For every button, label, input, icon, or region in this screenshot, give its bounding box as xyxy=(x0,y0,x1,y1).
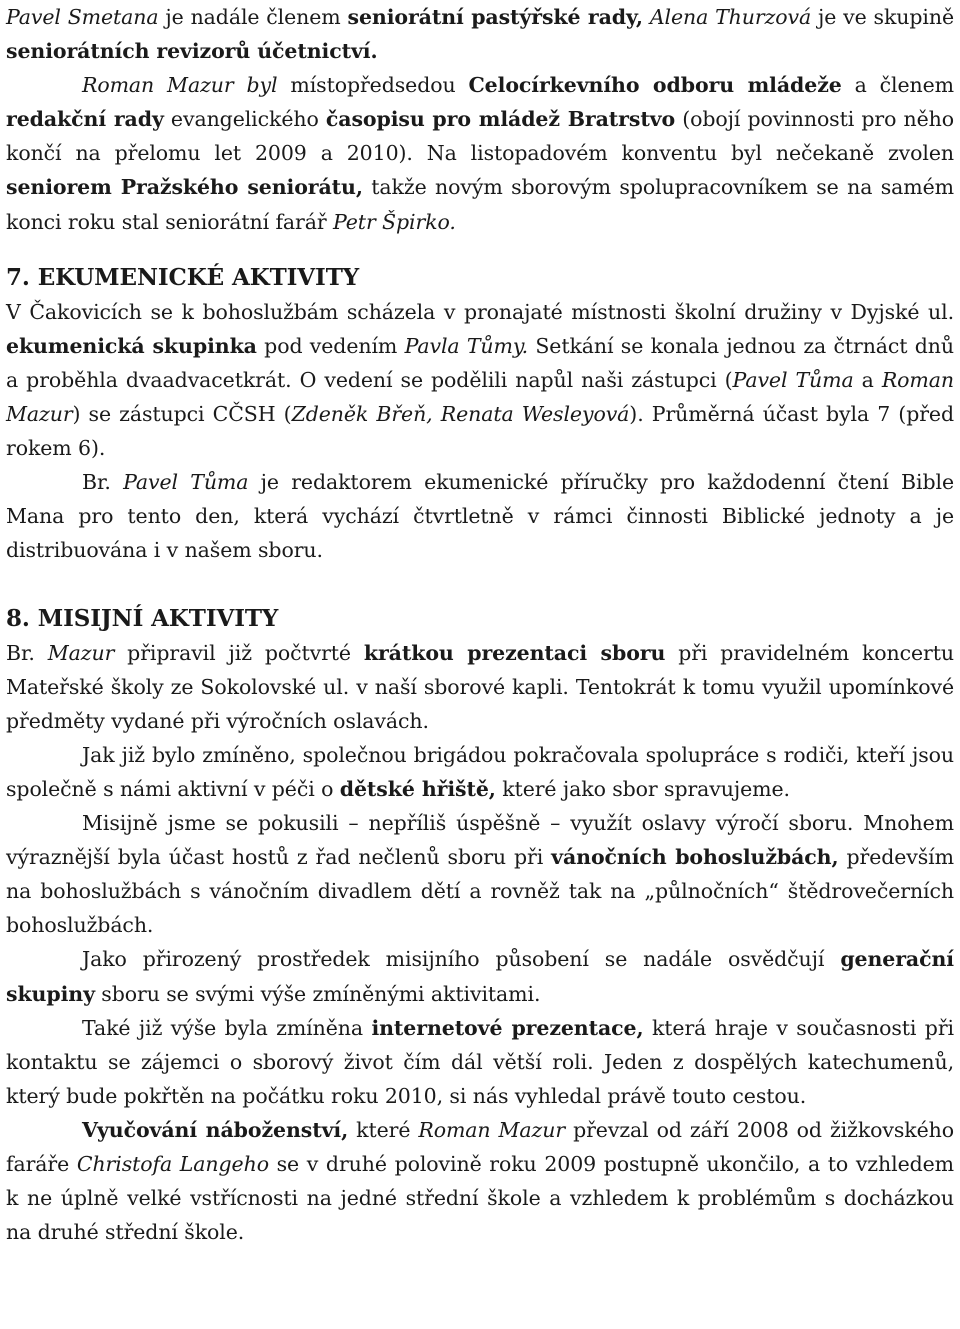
paragraph-christmas-services xyxy=(6,806,954,942)
text-run: Misijně jsme se pokusili – nepříliš úspěšně – využít oslavy výročí sboru. Mnohem výraznější byla účast hostů z řad nečlenů sboru při xyxy=(6,811,954,870)
italic-name: Alena Thurzová xyxy=(649,5,812,29)
bold-text: seniorátní pastýřské rady, xyxy=(347,5,643,29)
text-run: ). Průměrná účast byla 7 (před rokem 6). xyxy=(6,402,954,461)
bold-text: vánočních bohoslužbách, xyxy=(551,845,839,870)
text-run: je nadále členem xyxy=(158,5,348,29)
text-run: je ve skupině xyxy=(811,5,954,29)
paragraph-generation-groups xyxy=(6,942,954,1010)
paragraph-mana-handbook xyxy=(6,465,954,567)
paragraph-ecumenical-group xyxy=(6,295,954,465)
text-run: a xyxy=(853,367,882,392)
paragraph-playground xyxy=(6,738,954,806)
italic-name: Pavel Tůma xyxy=(123,470,249,495)
bold-text: internetové prezentace, xyxy=(371,1015,644,1040)
bold-text: krátkou prezentaci sboru xyxy=(363,640,666,665)
text-run xyxy=(643,5,650,29)
text-run: při pravidelném koncertu Mateřské školy ze Sokolovské ul. v naší sborové kapli. Tentokrát k tomu využil upomínkové předměty vydané při výročních oslavách. xyxy=(6,640,954,733)
section-heading-ecumenical: 7. EKUMENICKÉ AKTIVITY xyxy=(6,263,360,291)
text-run: (obojí povinnosti pro něho končí na přelomu let 2009 a 2010). Na listopadovém konventu byl nečekaně zvolen xyxy=(6,107,954,166)
text-run: Jak již bylo zmíněno, společnou brigádou pokračovala spolupráce s rodiči, kteří jsou společně s námi aktivní v péči o xyxy=(6,742,954,801)
italic-name: Roman Mazur xyxy=(418,1117,566,1142)
bold-text: Vyučování náboženství, xyxy=(82,1117,349,1142)
paragraph-presentation xyxy=(6,636,954,738)
text-run: místopředsedou xyxy=(277,73,469,98)
italic-name: Pavla Tůmy. xyxy=(404,333,529,358)
text-run: V Čakovicích se k bohoslužbám scházela v pronajaté místnosti školní družiny v Dyjské ul. xyxy=(6,299,954,324)
italic-name: Roman Mazur xyxy=(6,367,954,427)
text-run: připravil již počtvrté xyxy=(114,640,364,665)
bold-text: ekumenická skupinka xyxy=(6,333,257,358)
bold-text: dětské hřiště, xyxy=(339,776,496,801)
bold-text: časopisu pro mládež Bratrstvo xyxy=(325,107,676,132)
italic-name: Pavel Tůma xyxy=(732,367,854,392)
text-run: je redaktorem ekumenické příručky pro každodenní čtení Bible Mana pro tento den, která vychází čtvrtletně v rámci činnosti Biblické jednoty a je distribuována i v našem sboru. xyxy=(6,470,954,563)
text-run: Br. xyxy=(6,640,48,665)
bold-text: generační skupiny xyxy=(6,947,954,1006)
text-run: které jako sbor spravujeme. xyxy=(495,776,790,801)
text-run: které xyxy=(348,1117,419,1142)
text-run: Setkání se konala jednou za čtrnáct dnů a proběhla dvaadvacetkrát. O vedení se podělili napůl naši zástupci ( xyxy=(6,333,954,392)
italic-name: Zdeněk Břeň, Renata Wesleyová xyxy=(291,402,630,427)
bold-text: seniorátních revizorů účetnictví. xyxy=(6,39,378,64)
italic-name: Mazur xyxy=(47,640,115,665)
text-run: pod vedením xyxy=(256,333,405,358)
bold-text: seniorem Pražského seniorátu, xyxy=(6,175,363,200)
italic-name: Pavel Smetana xyxy=(6,5,159,29)
text-run: Jako přirozený prostředek misijního působení se nadále osvědčují xyxy=(82,947,841,972)
text-run: sboru se svými výše zmíněnými aktivitami. xyxy=(94,981,541,1006)
text-run: se v druhé polovině roku 2009 postupně ukončilo, a to vzhledem k ne úplně velké vstřícnosti na jedné střední škole a vzhledem k problémům s docházkou na druhé střední škole. xyxy=(6,1152,954,1245)
text-run: ) se zástupci CČSH ( xyxy=(72,402,292,427)
text-run: Také již výše byla zmíněna xyxy=(82,1015,372,1040)
paragraph-church-roles xyxy=(6,0,954,68)
text-run: především na bohoslužbách s vánočním divadlem dětí a rovněž tak na „půlnočních“ štědrovečerních bohoslužbách. xyxy=(6,845,954,938)
section-heading-mission: 8. MISIJNÍ AKTIVITY xyxy=(6,604,279,632)
text-run: evangelického xyxy=(163,107,326,132)
text-run: a členem xyxy=(841,73,954,98)
paragraph-roman-mazur xyxy=(6,68,954,238)
bold-text: Celocírkevního odboru mládeže xyxy=(468,73,842,98)
paragraph-internet-presentation xyxy=(6,1011,954,1113)
text-run: převzal od září 2008 od žižkovského faráře xyxy=(6,1117,954,1176)
italic-name: Petr Špirko. xyxy=(333,209,456,234)
text-run: takže novým sborovým spolupracovníkem se na samém konci roku stal seniorátní farář xyxy=(6,175,954,234)
paragraph-religious-education xyxy=(6,1113,954,1249)
italic-name: Christofa Langeho xyxy=(76,1152,269,1176)
text-run: Br. xyxy=(82,470,124,495)
text-run: která hraje v současnosti při kontaktu se zájemci o sborový život čím dál větší roli. Jeden z dospělých katechumenů, který bude pokřtěn na počátku roku 2010, si nás vyhledal právě touto cestou. xyxy=(6,1015,954,1108)
bold-text: redakční rady xyxy=(6,107,164,132)
italic-name: Roman Mazur byl xyxy=(82,73,278,98)
